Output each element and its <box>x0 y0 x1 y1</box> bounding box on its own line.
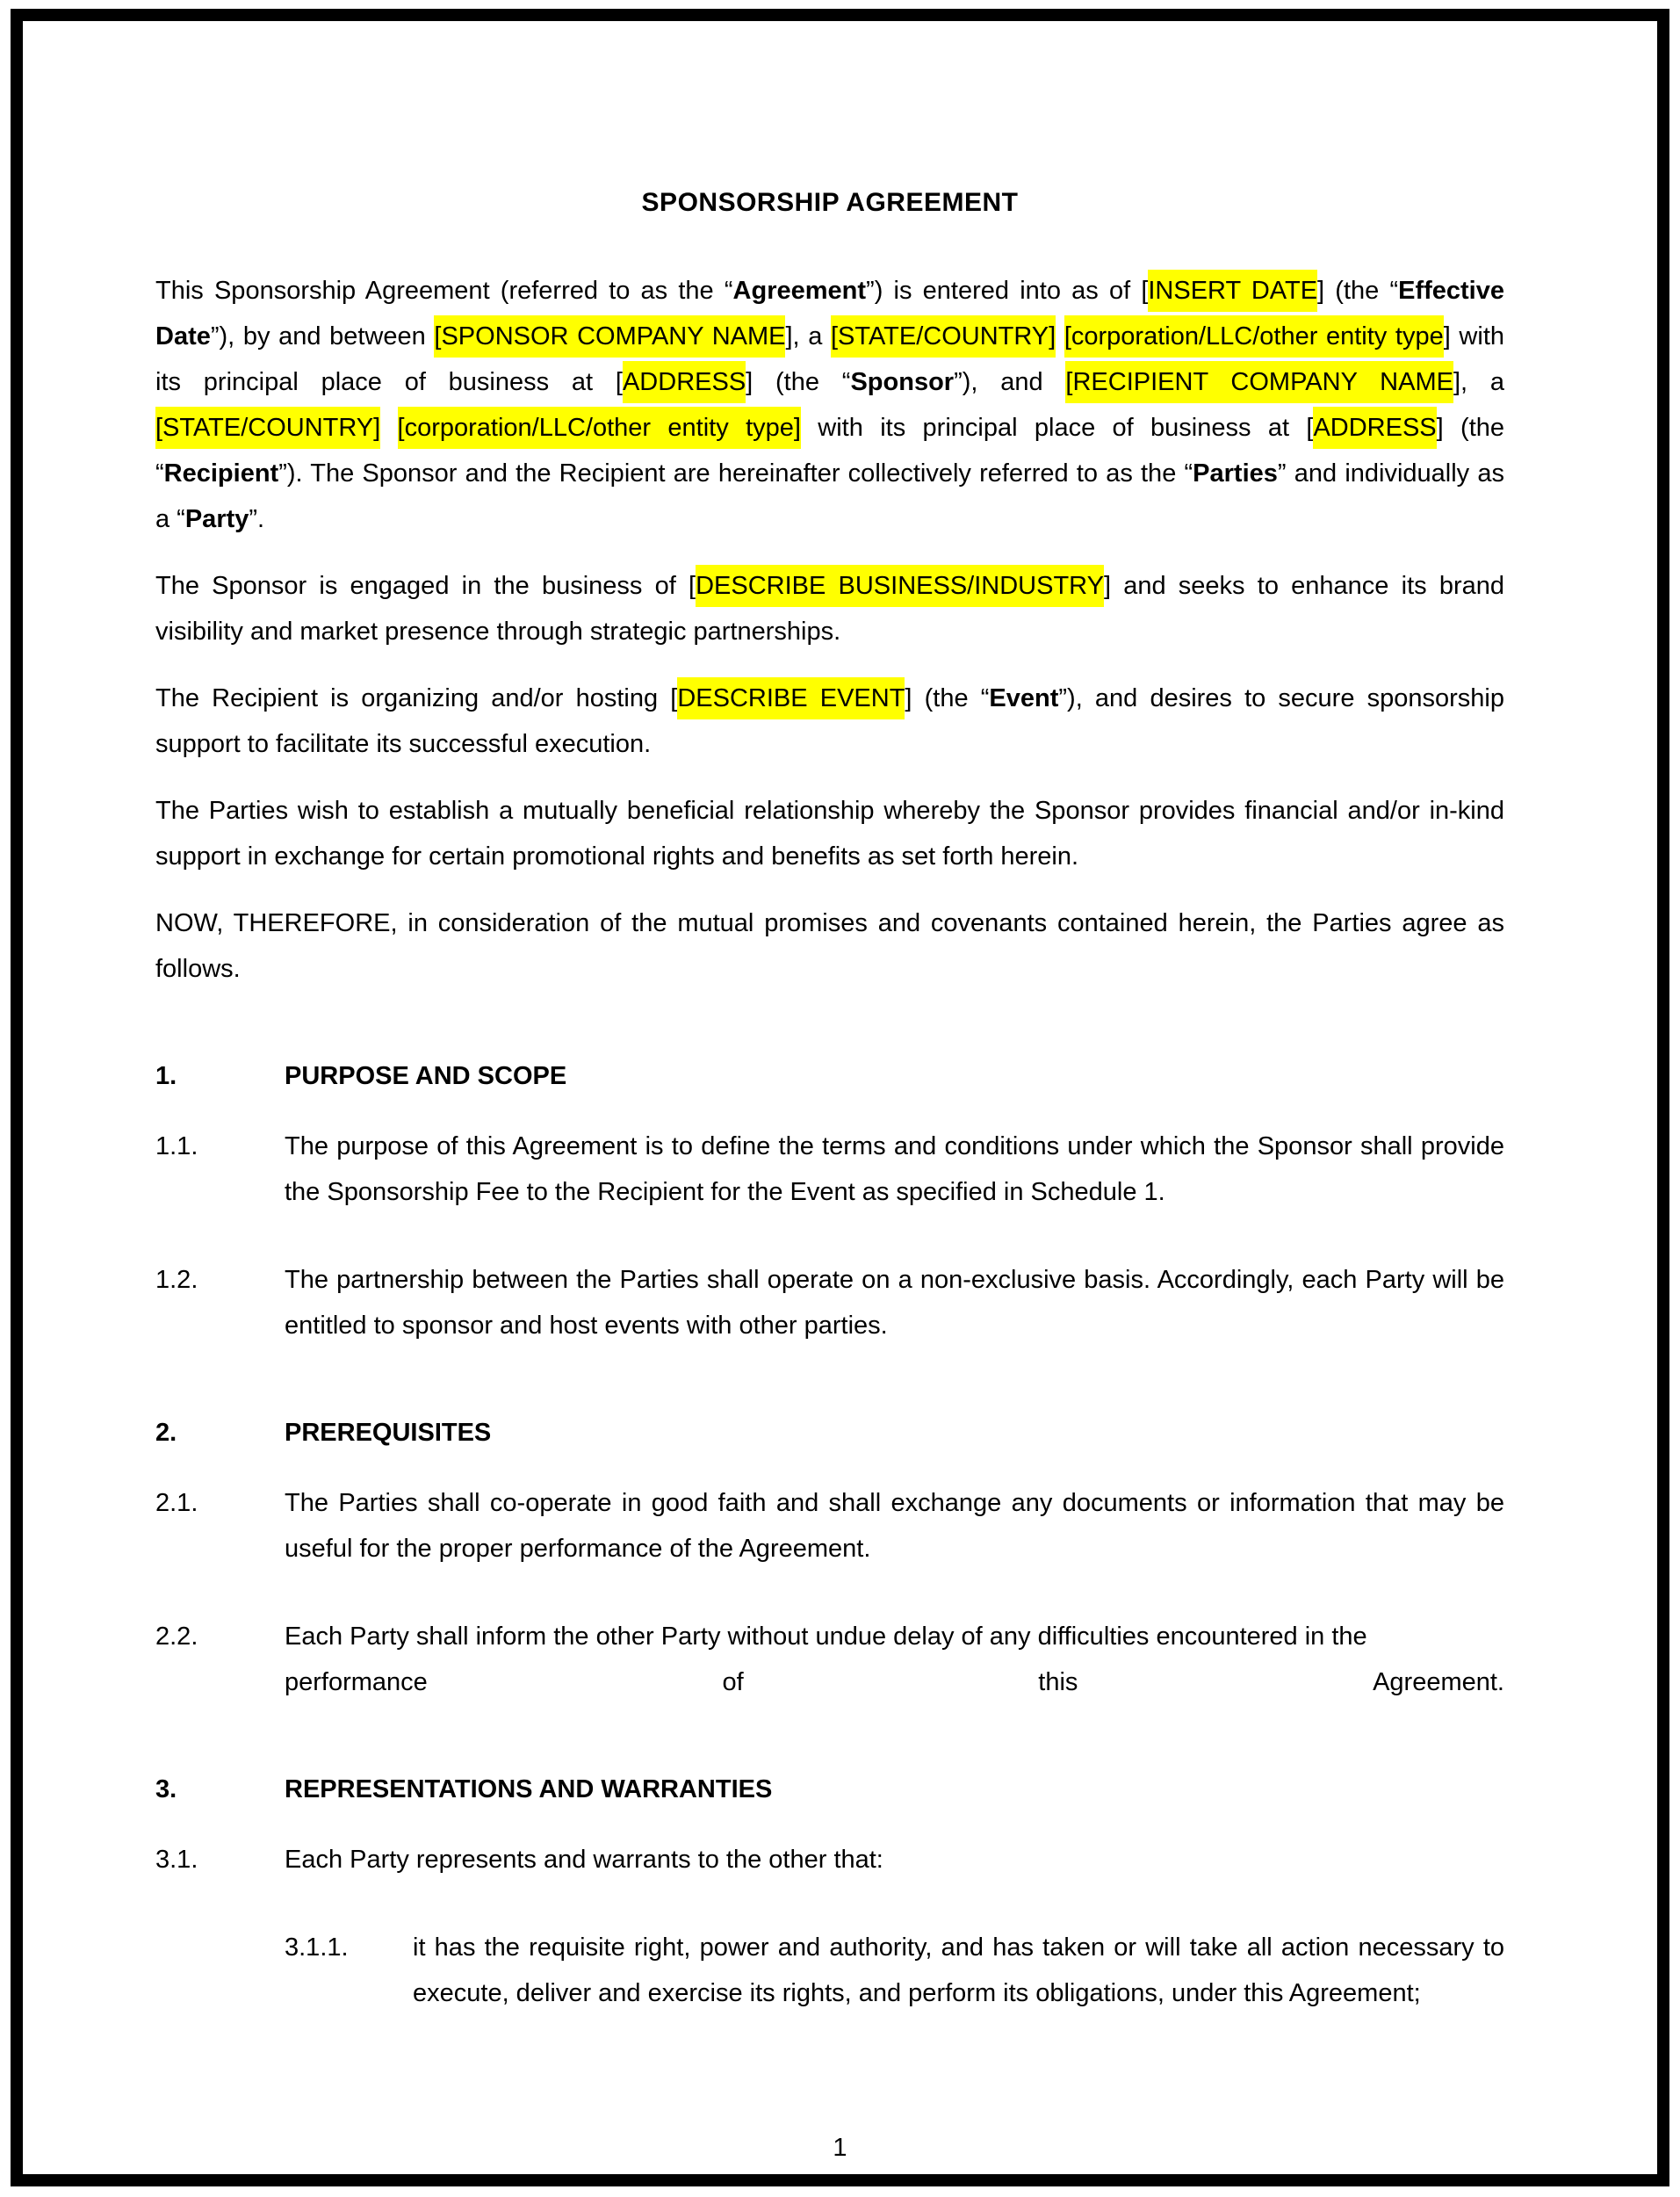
clause-text <box>285 1257 1504 1348</box>
text-run: ”), by and between <box>210 322 435 351</box>
sub-clause-item <box>285 1925 1504 2016</box>
text-run: Each Party shall inform the other Party without undue delay of any difficulties encountered in the <box>285 1622 1367 1651</box>
placeholder-highlight: [SPONSOR COMPANY NAME <box>434 315 785 358</box>
text-run: ] and seeks to enhance its brand visibility and market presence through strategic partnerships. <box>155 572 1505 646</box>
section-heading <box>155 1053 1504 1099</box>
clause-number: 2.1. <box>155 1489 198 1517</box>
clause-text <box>285 1480 1504 1572</box>
paragraph <box>155 900 1504 992</box>
text-run: Event <box>989 684 1059 712</box>
justified-last-line <box>285 1659 1504 1705</box>
text-run: The Parties shall co-operate in good faith and shall exchange any documents or information that may be useful for the proper performance of the Agreement. <box>285 1489 1504 1563</box>
text-run: performance <box>285 1668 428 1696</box>
text-run <box>380 414 397 442</box>
placeholder-highlight: ADDRESS <box>1313 407 1436 449</box>
section-heading-label: PREREQUISITES <box>285 1419 492 1447</box>
text-run: Parties <box>1193 459 1278 488</box>
text-run: Sponsor <box>850 368 955 396</box>
clause-number: 3.1. <box>155 1846 198 1874</box>
clause-item <box>155 1257 1504 1348</box>
paragraph <box>155 563 1504 654</box>
text-run: ] with its principal place of business at [ <box>155 322 1505 396</box>
text-run: ”. <box>249 505 265 533</box>
placeholder-highlight: INSERT DATE <box>1148 270 1317 312</box>
page-number: 1 <box>833 2134 847 2162</box>
text-run: The Recipient is organizing and/or hosting [ <box>155 684 678 712</box>
section-number: 2. <box>155 1419 177 1447</box>
clause-item <box>155 1124 1504 1215</box>
text-run: this <box>1038 1668 1078 1696</box>
text-run: ”), and desires to secure sponsorship support to facilitate its successful execution. <box>155 684 1504 758</box>
placeholder-highlight: [STATE/COUNTRY] <box>831 315 1056 358</box>
clause-item <box>155 1837 1504 1883</box>
document-title: SPONSORSHIP AGREEMENT <box>641 188 1019 217</box>
section-number: 1. <box>155 1062 177 1090</box>
clause-item <box>155 1614 1504 1705</box>
numbered-sections <box>155 1053 1504 2016</box>
paragraph <box>155 676 1504 767</box>
section-heading-label: PURPOSE AND SCOPE <box>285 1062 567 1090</box>
text-run: Each Party represents and warrants to the other that: <box>285 1846 883 1874</box>
section-heading-label: REPRESENTATIONS AND WARRANTIES <box>285 1775 773 1803</box>
placeholder-highlight: ADDRESS <box>623 361 746 403</box>
placeholder-highlight: DESCRIBE EVENT <box>677 677 905 719</box>
intro-paragraphs <box>155 268 1504 992</box>
text-run: with its principal place of business at [ <box>800 414 1314 442</box>
text-run: ”). The Sponsor and the Recipient are hereinafter collectively referred to as the “ <box>278 459 1193 488</box>
clause-number: 1.2. <box>155 1266 198 1294</box>
text-run: Party <box>184 505 249 533</box>
sub-clause-text <box>413 1925 1504 2016</box>
text-run: Effective Date <box>155 277 1504 351</box>
text-run: Agreement <box>732 277 867 305</box>
page-content <box>23 21 1657 2016</box>
text-run <box>1056 322 1064 351</box>
clause-text <box>285 1614 1504 1705</box>
placeholder-highlight: [RECIPIENT COMPANY NAME <box>1065 361 1453 403</box>
section-number: 3. <box>155 1775 177 1803</box>
text-run: This Sponsorship Agreement (referred to as the “ <box>155 277 733 305</box>
text-run: ”), and <box>954 368 1066 396</box>
text-run: NOW, THEREFORE, in consideration of the mutual promises and covenants contained herein, the Parties agree as follows. <box>155 909 1504 983</box>
section-heading <box>155 1767 1504 1812</box>
clause-number: 1.1. <box>155 1132 198 1160</box>
text-run: ] (the “ <box>746 368 851 396</box>
clause-item <box>155 1480 1504 1572</box>
text-run: Recipient <box>163 459 279 488</box>
sub-clause-number: 3.1.1. <box>285 1933 349 1962</box>
text-run: of <box>722 1668 744 1696</box>
text-run: ”) is entered into as of [ <box>866 277 1149 305</box>
page-border-frame <box>11 9 1669 2186</box>
text-run: Agreement. <box>1373 1668 1504 1696</box>
clause-text <box>285 1124 1504 1215</box>
placeholder-highlight: [STATE/COUNTRY] <box>155 407 380 449</box>
text-run: ], a <box>1453 368 1505 396</box>
clause-number: 2.2. <box>155 1622 198 1651</box>
placeholder-highlight: [corporation/LLC/other entity type <box>1064 315 1444 358</box>
text-run: ] (the “ <box>1317 277 1399 305</box>
text-run: The Parties wish to establish a mutually beneficial relationship whereby the Sponsor provides financial and/or in-kind support in exchange for certain promotional rights and benefits as set forth herein. <box>155 797 1504 871</box>
text-run: ] (the “ <box>155 414 1505 488</box>
clause-text <box>285 1837 1504 1883</box>
text-run: ], a <box>785 322 831 351</box>
text-run: The partnership between the Parties shall operate on a non-exclusive basis. Accordingly, each Party will be entitled to sponsor and host events with other parties. <box>285 1266 1504 1340</box>
text-run: The purpose of this Agreement is to define the terms and conditions under which the Sponsor shall provide the Sponsorship Fee to the Recipient for the Event as specified in Schedule 1. <box>285 1132 1504 1206</box>
text-run: ] (the “ <box>905 684 990 712</box>
text-run: it has the requisite right, power and authority, and has taken or will take all action necessary to execute, deliver and exercise its rights, and perform its obligations, under this Agreement; <box>413 1933 1504 2007</box>
placeholder-highlight: [corporation/LLC/other entity type] <box>398 407 801 449</box>
paragraph <box>155 268 1504 542</box>
paragraph <box>155 788 1504 879</box>
section-heading <box>155 1410 1504 1456</box>
placeholder-highlight: DESCRIBE BUSINESS/INDUSTRY <box>696 565 1104 607</box>
text-run: The Sponsor is engaged in the business of [ <box>155 572 696 600</box>
text-run: ” and individually as a “ <box>155 459 1504 533</box>
